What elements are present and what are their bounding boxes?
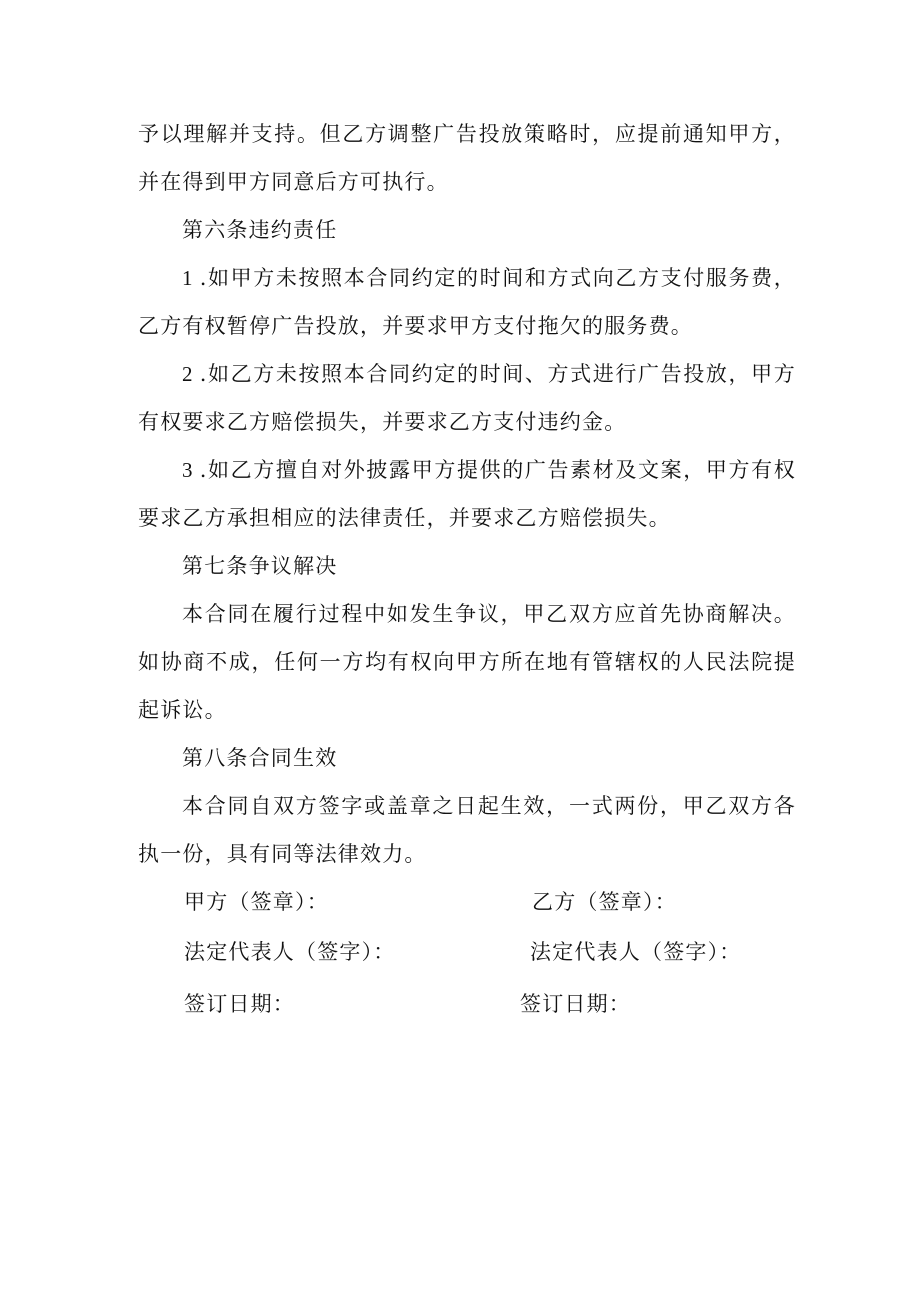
article-6-item-1	[138, 254, 796, 350]
party-a-representative-label: 法定代表人（签字）：	[184, 940, 396, 964]
item-number: 2	[182, 362, 194, 386]
party-a-date-label: 签订日期：	[184, 992, 295, 1016]
item-number: 3	[182, 458, 194, 482]
party-b-seal-label: 乙方（签章）：	[532, 890, 677, 914]
continuation-paragraph: 予以理解并支持。但乙方调整广告投放策略时，应提前通知甲方，并在得到甲方同意后方可执行。	[138, 122, 796, 194]
article-8-paragraph: 本合同自双方签字或盖章之日起生效，一式两份，甲乙双方各执一份，具有同等法律效力。	[138, 794, 796, 866]
party-a-seal-label: 甲方（签章）：	[184, 890, 329, 914]
item-number: 1	[182, 266, 194, 290]
item-text: .如乙方擅自对外披露甲方提供的广告素材及文案，甲方有权要求乙方承担相应的法律责任，并要求乙方赔偿损失。	[138, 458, 796, 530]
item-text: .如甲方未按照本合同约定的时间和方式向乙方支付服务费，乙方有权暂停广告投放，并要求甲方支付拖欠的服务费。	[138, 266, 796, 338]
article-6-title: 第六条违约责任	[182, 218, 338, 242]
item-text: .如乙方未按照本合同约定的时间、方式进行广告投放，甲方有权要求乙方赔偿损失，并要求乙方支付违约金。	[138, 362, 796, 434]
article-6-item-2	[138, 350, 796, 446]
article-6-item-3	[138, 446, 796, 542]
party-b-representative-label: 法定代表人（签字）：	[530, 940, 742, 964]
article-7-title: 第七条争议解决	[182, 554, 338, 578]
article-7-paragraph: 本合同在履行过程中如发生争议，甲乙双方应首先协商解决。如协商不成，任何一方均有权向甲方所在地有管辖权的人民法院提起诉讼。	[138, 602, 796, 722]
article-8-title: 第八条合同生效	[182, 746, 338, 770]
party-b-date-label: 签订日期：	[520, 992, 631, 1016]
